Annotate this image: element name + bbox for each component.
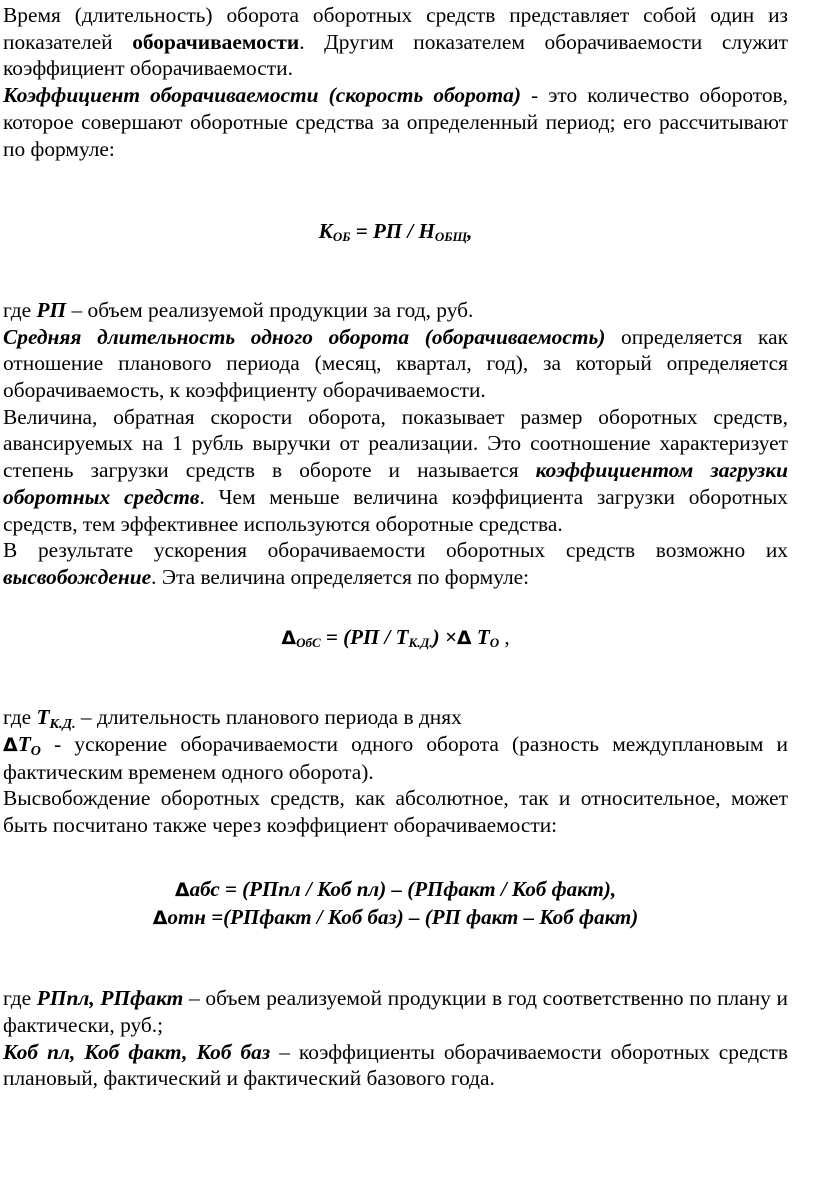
formula-part: , — [499, 624, 510, 649]
formula-part: ) × — [432, 624, 457, 649]
paragraph-kob-definition — [3, 1039, 788, 1092]
delta-symbol: Δ — [281, 626, 297, 649]
term-turnover: оборачиваемости — [132, 29, 300, 54]
formula-relative-release — [3, 904, 788, 932]
paragraph-turnover-coefficient — [3, 82, 788, 162]
text: – коэффициенты оборачиваемости оборотных средств плановый, фактический и фактический базового года. — [3, 1039, 789, 1091]
paragraph-average-duration — [3, 324, 788, 404]
paragraph-to-definition — [3, 731, 788, 785]
term-rppl-rpfakt: РПпл, РПфакт — [36, 986, 184, 1011]
formula-sub: О — [489, 634, 500, 650]
term-sub: О — [30, 744, 41, 760]
paragraph-load-coefficient — [3, 404, 788, 538]
text: определяется как отношение планового периода (месяц, квартал, год), за который определяется оборачиваемость, к коэффициенту оборачиваемости. — [3, 324, 788, 403]
term-load-coefficient: коэффициентом загрузки оборотных средств — [3, 458, 788, 509]
paragraph-release — [3, 537, 788, 590]
paragraph-release-methods — [3, 785, 788, 838]
text: Время (длительность) оборота оборотных средств представляет собой один из показателей — [3, 3, 788, 54]
term-kob: Коб пл, Коб факт, Коб баз — [3, 1039, 271, 1064]
text: . Эта величина определяется по формуле: — [151, 564, 530, 589]
paragraph-rp-definition — [3, 297, 788, 324]
paragraph-rppl-definition — [3, 985, 788, 1038]
text: - это количество оборотов, которое совершают оборотные средства за определенный период; его рассчитывают по формуле: — [3, 83, 788, 161]
text: . Чем меньше величина коэффициента загрузки оборотных средств, тем эффективнее используются оборотные средства. — [3, 484, 788, 536]
formula-part: К — [318, 219, 333, 244]
term-release: высвобождение — [3, 564, 152, 589]
text: Величина, обратная скорости оборота, показывает размер оборотных средств, авансируемых на 1 рубль выручки от реализации. Это соотношение характеризует степень загрузки средств в обороте и называется — [3, 404, 788, 483]
text: . Другим показателем оборачиваемости служит коэффициент оборачиваемости. — [3, 29, 789, 81]
delta-symbol: Δ — [174, 878, 190, 901]
formula-part: Т — [471, 624, 490, 649]
term-tkd: Т — [36, 705, 50, 730]
paragraph-tkd-definition — [3, 704, 788, 731]
delta-symbol: Δ — [3, 734, 18, 757]
formula-part: = РП / Н — [350, 219, 435, 244]
formula-release — [3, 624, 788, 652]
text: – объем реализуемой продукции в год соответственно по плану и фактически, руб.; — [3, 986, 789, 1037]
term-to: Т — [17, 732, 31, 757]
formula-turnover-coefficient — [3, 218, 788, 245]
term-sub: К.Д. — [49, 717, 76, 733]
paragraph-turnover-time — [3, 2, 788, 82]
text: В результате ускорения оборачиваемости оборотных средств возможно их — [3, 538, 788, 563]
formula-sub: ОБЩ — [434, 229, 468, 245]
formula-sub: К.Д. — [408, 634, 433, 650]
formula-part: = (РП / Т — [320, 624, 409, 649]
formula-sub: ОБ — [332, 229, 351, 245]
text: Высвобождение оборотных средств, как абсолютное, так и относительное, может быть посчитано также через коэффициент оборачиваемости: — [3, 786, 788, 838]
delta-symbol: Δ — [456, 626, 472, 649]
text: где — [3, 705, 37, 730]
delta-symbol: Δ — [152, 906, 168, 929]
text: – длительность планового периода в днях — [75, 705, 462, 730]
term-rp: РП — [36, 297, 67, 322]
term-turnover-coefficient: Коэффициент оборачиваемости (скорость оборота) — [3, 83, 521, 108]
text: где — [3, 297, 37, 322]
formula-part: абс = (РПпл / Коб пл) – (РПфакт / Коб факт), — [189, 876, 617, 901]
term-average-duration: Средняя длительность одного оборота (оборачиваемость) — [3, 324, 606, 349]
text: – объем реализуемой продукции за год, руб. — [66, 297, 474, 322]
text: - ускорение оборачиваемости одного оборота (разность междуплановым и фактическим временем одного оборота). — [3, 732, 788, 784]
formula-part: , — [467, 219, 473, 244]
formula-part: отн =(РПфакт / Коб баз) – (РП факт – Коб факт) — [167, 904, 639, 929]
formula-absolute-release — [3, 876, 788, 904]
formula-sub: ОбС — [296, 634, 321, 650]
text: где — [3, 986, 37, 1011]
